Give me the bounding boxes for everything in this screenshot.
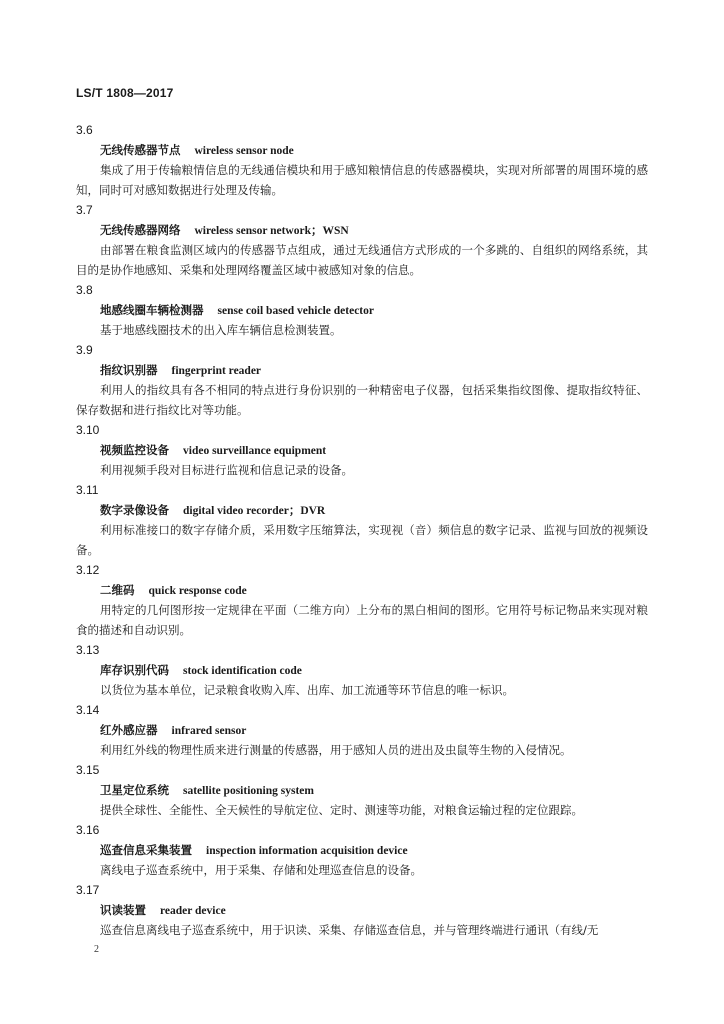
term-definition: 巡查信息离线电子巡查系统中，用于识读、采集、存储巡查信息，并与管理终端进行通讯（有线/无 bbox=[100, 923, 599, 937]
term-heading bbox=[76, 720, 648, 740]
term-chinese: 指纹识别器 bbox=[100, 363, 158, 377]
term-definition: 离线电子巡查系统中，用于采集、存储和处理巡查信息的设备。 bbox=[100, 863, 422, 877]
term-definition: 利用红外线的物理性质来进行测量的传感器，用于感知人员的进出及虫鼠等生物的入侵情况。 bbox=[100, 743, 572, 757]
term-definition: 以货位为基本单位，记录粮食收购入库、出库、加工流通等环节信息的唯一标识。 bbox=[100, 683, 514, 697]
term-heading bbox=[76, 840, 648, 860]
term-chinese: 视频监控设备 bbox=[100, 443, 169, 457]
term-entry bbox=[76, 880, 648, 940]
term-english: digital video recorder；DVR bbox=[183, 505, 326, 517]
clause-number: 3.10 bbox=[76, 423, 100, 437]
term-definition: 集成了用于传输粮情信息的无线通信模块和用于感知粮情信息的传感器模块，实现对所部署的周围环境的感知，同时可对感知数据进行处理及传输。 bbox=[76, 163, 648, 197]
document-body bbox=[76, 120, 648, 940]
term-definition: 基于地感线圈技术的出入库车辆信息检测装置。 bbox=[100, 323, 342, 337]
term-definition: 利用标准接口的数字存储介质，采用数字压缩算法，实现视（音）频信息的数字记录、监视与回放的视频设备。 bbox=[76, 523, 648, 557]
term-english: fingerprint reader bbox=[171, 365, 262, 377]
term-english: infrared sensor bbox=[171, 725, 247, 737]
standard-code: LS/T 1808—2017 bbox=[76, 86, 174, 100]
term-definition: 由部署在粮食监测区域内的传感器节点组成，通过无线通信方式形成的一个多跳的、自组织的网络系统，其目的是协作地感知、采集和处理网络覆盖区域中被感知对象的信息。 bbox=[76, 243, 648, 277]
term-chinese: 无线传感器网络 bbox=[100, 223, 181, 237]
term-english: satellite positioning system bbox=[183, 785, 314, 797]
term-chinese: 卫星定位系统 bbox=[100, 783, 169, 797]
term-english: stock identification code bbox=[183, 665, 302, 677]
term-heading bbox=[76, 780, 648, 800]
clause-number: 3.9 bbox=[76, 343, 93, 357]
term-english: video surveillance equipment bbox=[183, 445, 327, 457]
term-chinese: 无线传感器节点 bbox=[100, 143, 181, 157]
page-number: 2 bbox=[94, 944, 99, 955]
term-heading bbox=[76, 220, 648, 240]
term-chinese: 巡查信息采集装置 bbox=[100, 843, 192, 857]
term-chinese: 红外感应器 bbox=[100, 723, 158, 737]
term-entry bbox=[76, 120, 648, 200]
term-entry bbox=[76, 560, 648, 640]
term-chinese: 库存识别代码 bbox=[100, 663, 169, 677]
term-english: wireless sensor node bbox=[194, 145, 294, 157]
term-definition: 利用视频手段对目标进行监视和信息记录的设备。 bbox=[100, 463, 353, 477]
term-heading bbox=[76, 300, 648, 320]
term-heading bbox=[76, 900, 648, 920]
term-entry bbox=[76, 700, 648, 760]
term-definition: 用特定的几何图形按一定规律在平面（二维方向）上分布的黑白相间的图形。它用符号标记物品来实现对粮食的描述和自动识别。 bbox=[76, 603, 648, 637]
term-heading bbox=[76, 440, 648, 460]
term-definition: 提供全球性、全能性、全天候性的导航定位、定时、测速等功能，对粮食运输过程的定位跟踪。 bbox=[100, 803, 583, 817]
clause-number: 3.7 bbox=[76, 203, 93, 217]
term-entry bbox=[76, 820, 648, 880]
term-chinese: 二维码 bbox=[100, 583, 135, 597]
term-definition: 利用人的指纹具有各不相同的特点进行身份识别的一种精密电子仪器，包括采集指纹图像、提取指纹特征、保存数据和进行指纹比对等功能。 bbox=[76, 383, 648, 417]
term-entry bbox=[76, 640, 648, 700]
term-english: inspection information acquisition device bbox=[206, 845, 408, 857]
clause-number: 3.12 bbox=[76, 563, 100, 577]
term-english: reader device bbox=[160, 905, 226, 917]
clause-number: 3.14 bbox=[76, 703, 100, 717]
term-entry bbox=[76, 200, 648, 280]
term-entry bbox=[76, 280, 648, 340]
term-english: wireless sensor network；WSN bbox=[194, 225, 349, 237]
clause-number: 3.17 bbox=[76, 883, 100, 897]
term-heading bbox=[76, 140, 648, 160]
term-heading bbox=[76, 660, 648, 680]
term-heading bbox=[76, 500, 648, 520]
clause-number: 3.16 bbox=[76, 823, 100, 837]
clause-number: 3.15 bbox=[76, 763, 100, 777]
term-entry bbox=[76, 480, 648, 560]
term-entry bbox=[76, 340, 648, 420]
clause-number: 3.6 bbox=[76, 123, 93, 137]
clause-number: 3.11 bbox=[76, 483, 99, 497]
clause-number: 3.13 bbox=[76, 643, 100, 657]
term-heading bbox=[76, 580, 648, 600]
term-chinese: 地感线圈车辆检测器 bbox=[100, 303, 204, 317]
term-heading bbox=[76, 360, 648, 380]
term-english: quick response code bbox=[148, 585, 247, 597]
clause-number: 3.8 bbox=[76, 283, 93, 297]
term-chinese: 识读装置 bbox=[100, 903, 146, 917]
term-chinese: 数字录像设备 bbox=[100, 503, 169, 517]
term-entry bbox=[76, 760, 648, 820]
term-english: sense coil based vehicle detector bbox=[217, 305, 374, 317]
term-entry bbox=[76, 420, 648, 480]
